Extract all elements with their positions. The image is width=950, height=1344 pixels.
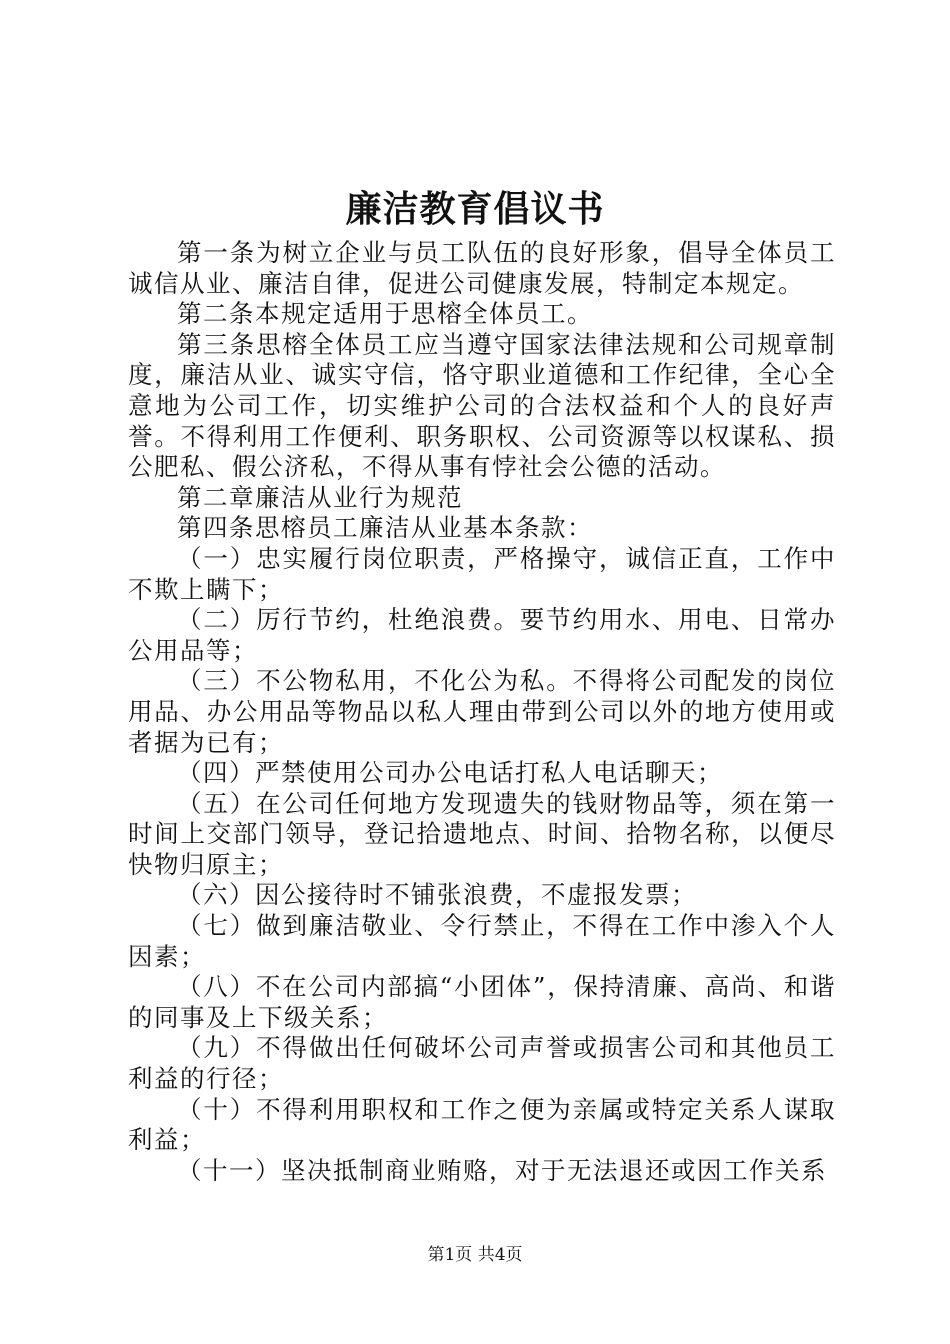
clause-item-2: （二）厉行节约，杜绝浪费。要节约用水、用电、日常办公用品等；	[128, 605, 836, 665]
clause-item-11: （十一）坚决抵制商业贿赂，对于无法退还或因工作关系	[177, 1155, 827, 1185]
document-title: 廉洁教育倡议书	[345, 188, 605, 230]
paragraph-article-2: 第二条本规定适用于思榕全体员工。	[177, 299, 593, 329]
clause-item-9: （九）不得做出任何破坏公司声誉或损害公司和其他员工利益的行径；	[128, 1033, 836, 1094]
clause-item-4: （四）严禁使用公司办公电话打私人电话聊天；	[177, 758, 723, 788]
clause-item-1: （一）忠实履行岗位职责，严格操守，诚信正直，工作中不欺上瞒下；	[128, 543, 836, 604]
clause-item-8: （八）不在公司内部搞“小团体”，保持清廉、高尚、和谐的同事及上下级关系；	[128, 972, 836, 1032]
document-body	[128, 238, 836, 1186]
paragraph-article-1: 第一条为树立企业与员工队伍的良好形象，倡导全体员工诚信从业、廉洁自律，促进公司健康发展，特制定本规定。	[128, 238, 836, 298]
clause-item-3: （三）不公物私用，不化公为私。不得将公司配发的岗位用品、办公用品等物品以私人理由带到公司以外的地方使用或者据为已有；	[128, 666, 836, 757]
clause-item-7: （七）做到廉洁敬业、令行禁止，不得在工作中渗入个人因素；	[128, 911, 836, 971]
paragraph-article-4: 第四条思榕员工廉洁从业基本条款：	[177, 513, 593, 543]
chapter-heading: 第二章廉洁从业行为规范	[177, 482, 463, 512]
clause-item-10: （十）不得利用职权和工作之便为亲属或特定关系人谋取利益；	[128, 1094, 836, 1155]
page-number-footer: 第1页 共4页	[427, 1245, 523, 1265]
paragraph-article-3: 第三条思榕全体员工应当遵守国家法律法规和公司规章制度，廉洁从业、诚实守信，恪守职业道德和工作纪律，全心全意地为公司工作，切实维护公司的合法权益和个人的良好声誉。不得利用工作便利、职务职权、公司资源等以权谋私、损公肥私、假公济私，不得从事有悖社会公德的活动。	[128, 329, 836, 482]
clause-item-6: （六）因公接待时不铺张浪费，不虚报发票；	[177, 880, 697, 910]
clause-item-5: （五）在公司任何地方发现遗失的钱财物品等，须在第一时间上交部门领导，登记拾遗地点、时间、拾物名称，以便尽快物归原主；	[128, 788, 836, 879]
